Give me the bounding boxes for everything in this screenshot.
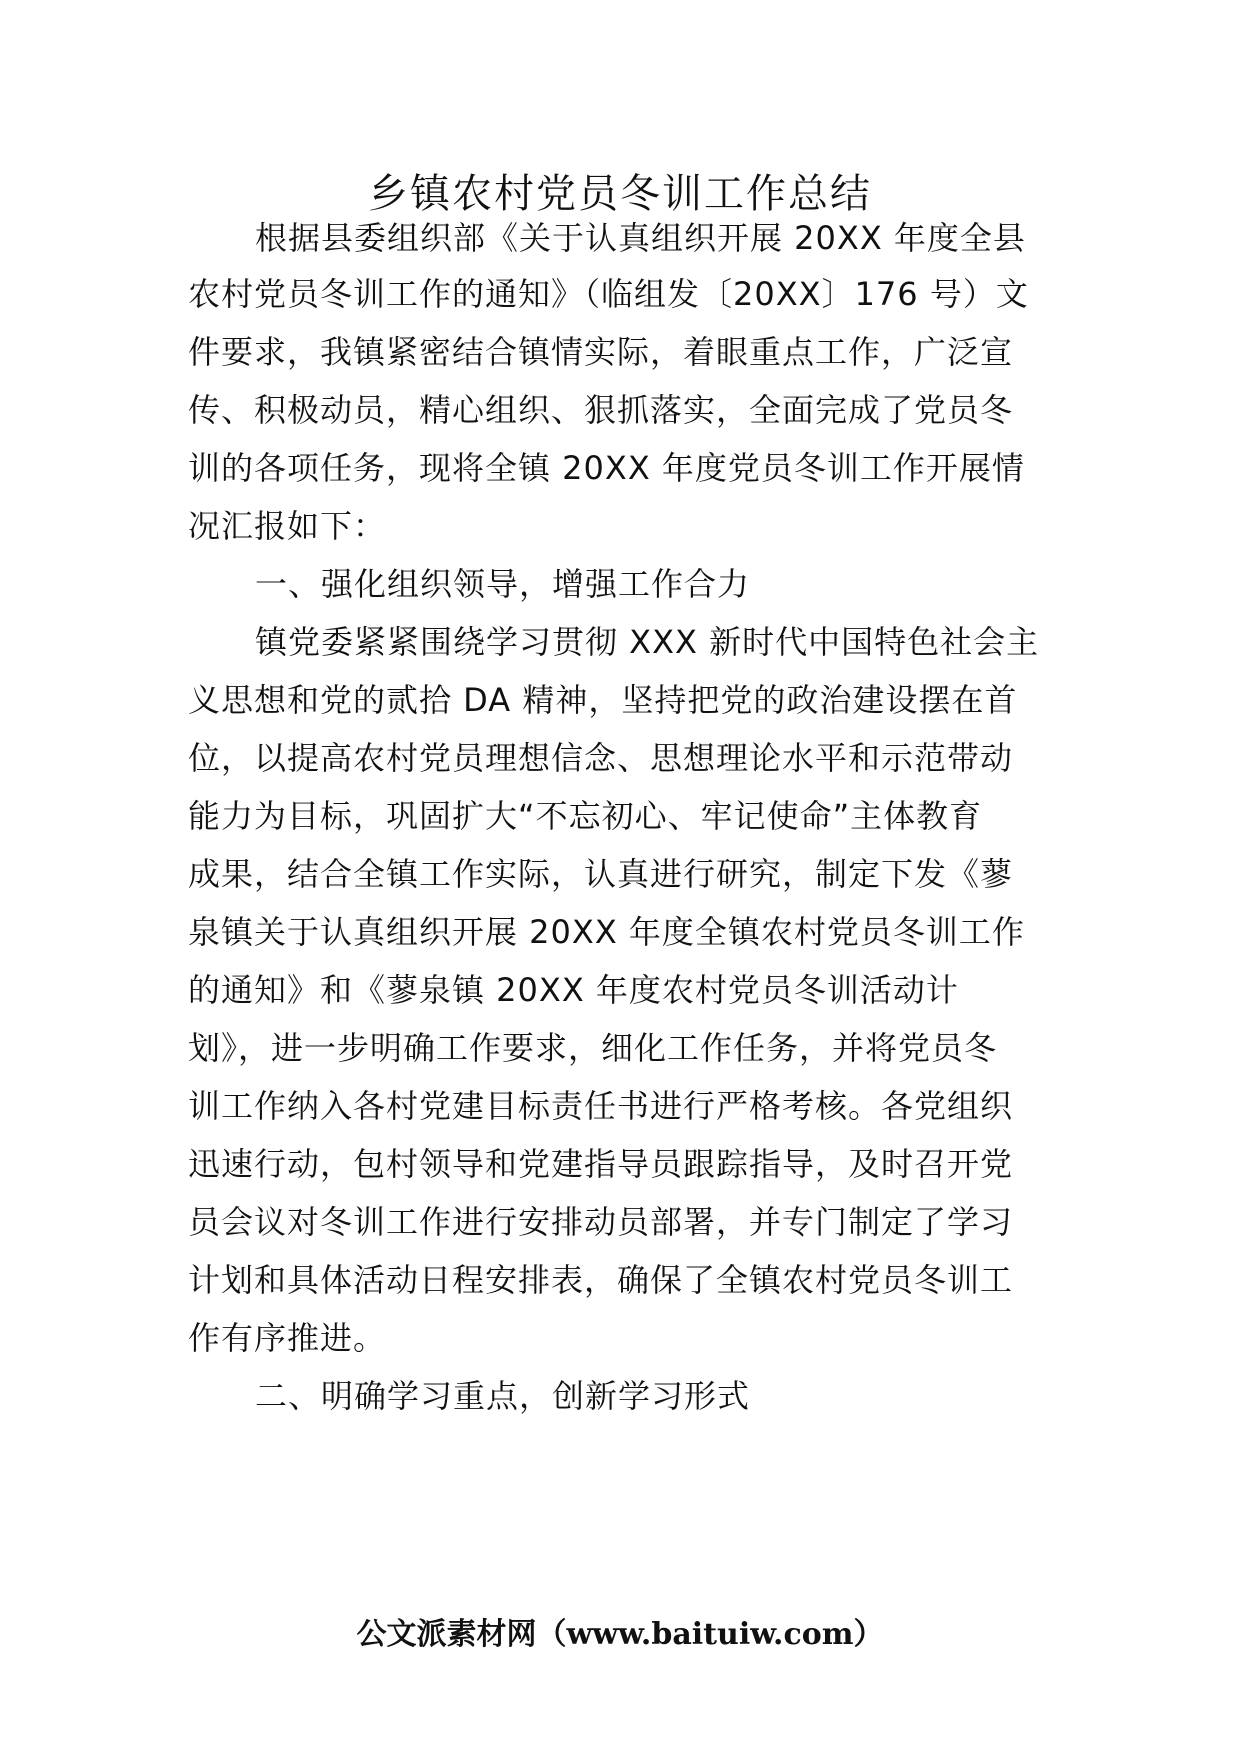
paragraph-line: 义思想和党的贰拾 DA 精神，坚持把党的政治建设摆在首 — [188, 681, 1018, 719]
paragraph-line: 训的各项任务，现将全镇 20XX 年度党员冬训工作开展情 — [188, 449, 1025, 487]
paragraph-line: 的通知》和《蓼泉镇 20XX 年度农村党员冬训活动计 — [188, 971, 959, 1009]
paragraph-line: 员会议对冬训工作进行安排动员部署，并专门制定了学习 — [188, 1203, 1014, 1241]
paragraph-line: 传、积极动员，精心组织、狠抓落实，全面完成了党员冬 — [188, 391, 1014, 429]
paragraph-line: 根据县委组织部《关于认真组织开展 20XX 年度全县 — [255, 219, 1026, 257]
paragraph-line: 件要求，我镇紧密结合镇情实际，着眼重点工作，广泛宣 — [188, 333, 1014, 371]
paragraph-line: 农村党员冬训工作的通知》（临组发〔20XX〕176 号）文 — [188, 275, 1029, 313]
page-footer: 公文派素材网（www.baituiw.com） — [356, 1617, 884, 1652]
paragraph-line: 迅速行动，包村领导和党建指导员跟踪指导，及时召开党 — [188, 1145, 1014, 1183]
paragraph-line: 作有序推进。 — [188, 1319, 387, 1357]
paragraph-line: 位，以提高农村党员理想信念、思想理论水平和示范带动 — [188, 739, 1014, 777]
paragraph-line: 训工作纳入各村党建目标责任书进行严格考核。各党组织 — [188, 1087, 1014, 1125]
document-title: 乡镇农村党员冬训工作总结 — [368, 171, 872, 217]
section-heading-1: 一、强化组织领导，增强工作合力 — [255, 565, 751, 603]
paragraph-line: 计划和具体活动日程安排表，确保了全镇农村党员冬训工 — [188, 1261, 1014, 1299]
paragraph-line: 泉镇关于认真组织开展 20XX 年度全镇农村党员冬训工作 — [188, 913, 1025, 951]
section-heading-2: 二、明确学习重点，创新学习形式 — [255, 1377, 751, 1415]
paragraph-line: 成果，结合全镇工作实际，认真进行研究，制定下发《蓼 — [188, 855, 1014, 893]
paragraph-line: 况汇报如下： — [188, 507, 387, 545]
paragraph-line: 划》，进一步明确工作要求，细化工作任务，并将党员冬 — [188, 1029, 998, 1067]
paragraph-line: 能力为目标，巩固扩大“不忘初心、牢记使命”主体教育 — [188, 797, 983, 835]
paragraph-line: 镇党委紧紧围绕学习贯彻 XXX 新时代中国特色社会主 — [255, 623, 1040, 661]
